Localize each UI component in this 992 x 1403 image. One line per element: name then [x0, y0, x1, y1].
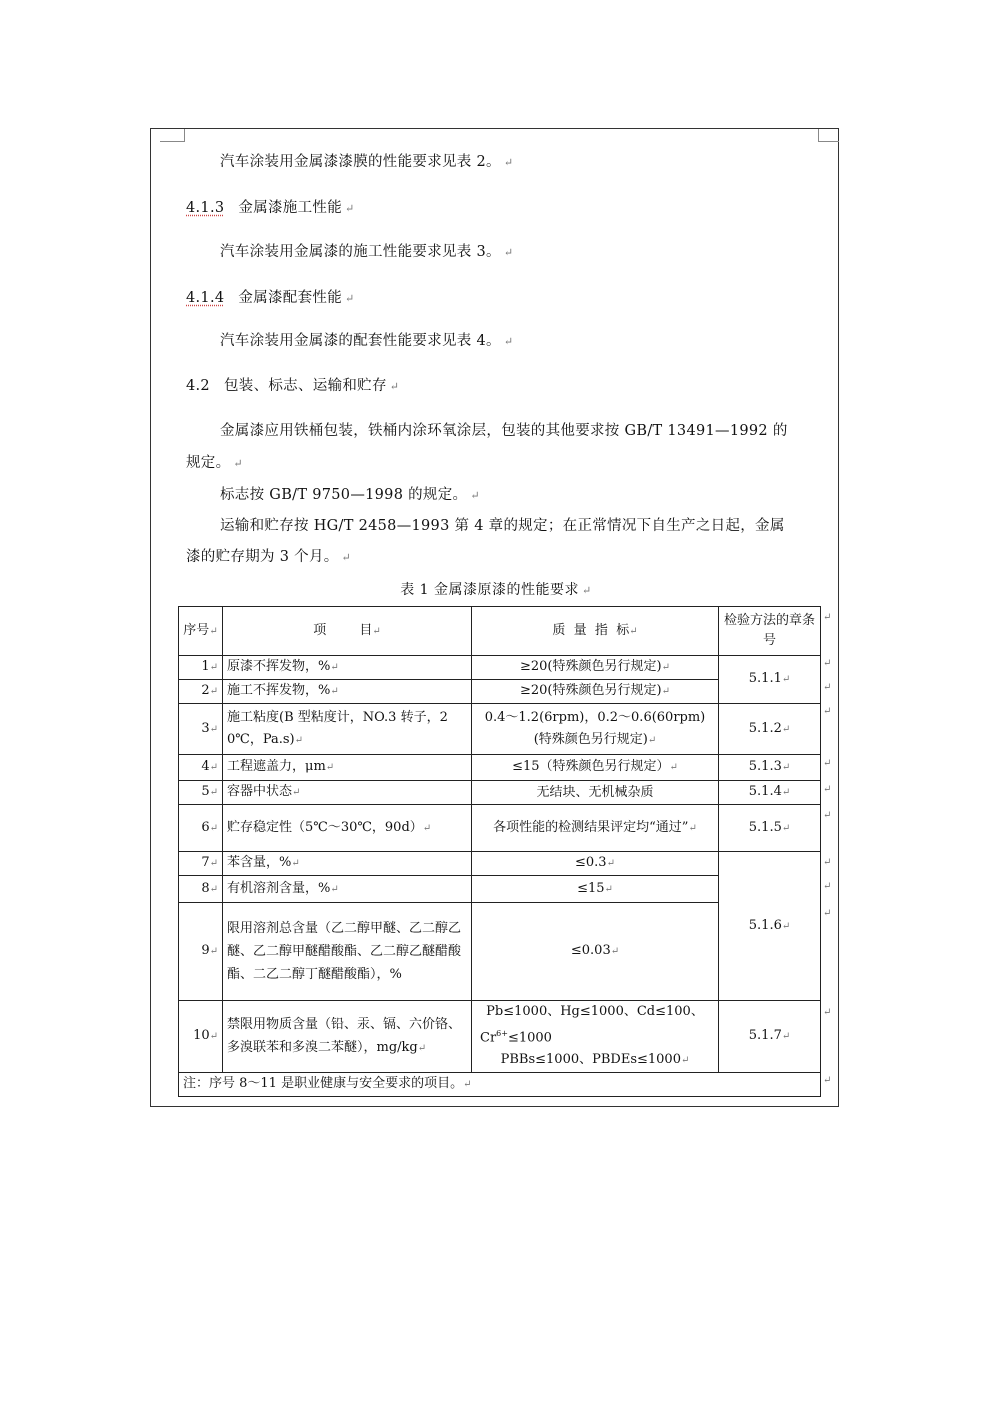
paragraph-text: 标志按 GB/T 9750—1998 的规定。: [220, 487, 468, 503]
row-item: 容器中状态↵: [223, 781, 472, 805]
row-no: 5↵: [179, 781, 223, 805]
row-spec: ≤15（特殊颜色另行规定）↵: [472, 755, 719, 781]
section-title: 包装、标志、运输和贮存: [223, 378, 387, 394]
row-method: 5.1.5↵: [719, 805, 821, 852]
crop-mark-top-left: [160, 129, 185, 142]
row-no: 8↵: [179, 876, 223, 903]
paragraph: [220, 419, 788, 440]
paragraph-mark: ↵: [345, 202, 355, 215]
paragraph-text: 汽车涂装用金属漆的配套性能要求见表 4。: [220, 333, 501, 349]
table-note: 注：序号 8～11 是职业健康与安全要求的项目。↵: [179, 1073, 821, 1097]
row-item: 禁限用物质含量（铅、汞、镉、六价铬、多溴联苯和多溴二苯醚），mg/kg↵: [223, 1001, 472, 1073]
paragraph-mark: ↵: [582, 584, 592, 597]
row-item: 施工粘度(B 型粘度计，NO.3 转子，20℃，Pa.s)↵: [223, 704, 472, 755]
header-spec: 质 量 指 标↵: [472, 607, 719, 656]
row-no: 10↵: [179, 1001, 223, 1073]
row-spec: ≤15↵: [472, 876, 719, 903]
row-end-mark: ↵: [823, 682, 832, 693]
section-title: 金属漆配套性能: [238, 290, 343, 306]
header-no: 序号↵: [179, 607, 223, 656]
row-end-mark: ↵: [823, 810, 832, 821]
paragraph-text: 运输和贮存按 HG/T 2458—1993 第 4 章的规定；在正常情况下自生产之日起，金属: [220, 518, 785, 534]
row-spec: 各项性能的检测结果评定均“通过”↵: [472, 805, 719, 852]
row-method: 5.1.4↵: [719, 781, 821, 805]
paragraph-mark: ↵: [341, 551, 352, 564]
spec-line: $Cr^{6+}\le 1000$: [480, 1029, 552, 1046]
paragraph-mark: ↵: [345, 292, 355, 305]
row-end-mark: ↵: [823, 881, 832, 892]
row-method: 5.1.2↵: [719, 704, 821, 755]
crop-mark-top-right: [818, 129, 839, 142]
row-spec: ≤0.3↵: [472, 852, 719, 876]
paragraph-text: 漆的贮存期为 3 个月。: [186, 549, 339, 565]
paragraph: [220, 329, 513, 350]
paragraph-continued: [186, 451, 243, 472]
row-no: 1↵: [179, 656, 223, 680]
table-row: [179, 704, 821, 755]
paragraph: [220, 150, 513, 171]
row-end-mark: ↵: [823, 612, 832, 623]
row-spec: ≤0.03↵: [472, 903, 719, 1001]
row-method: 5.1.3↵: [719, 755, 821, 781]
row-item: 贮存稳定性（5℃～30℃，90d）↵: [223, 805, 472, 852]
row-item: 原漆不挥发物，%↵: [223, 656, 472, 680]
spec-line: PBBs≤1000、PBDEs≤1000↵: [500, 1052, 690, 1068]
header-item: 项 目↵: [223, 607, 472, 656]
row-spec: [472, 1001, 719, 1073]
table-note-row: [179, 1073, 821, 1097]
paragraph-continued: [186, 545, 351, 566]
paragraph-mark: ↵: [503, 335, 514, 348]
row-method: 5.1.1↵: [719, 656, 821, 704]
table-row: [179, 755, 821, 781]
table-row: [179, 805, 821, 852]
section-number: 4.2: [186, 378, 210, 394]
table-caption: [0, 579, 992, 599]
row-end-mark: ↵: [823, 1075, 832, 1086]
row-item: 限用溶剂总含量（乙二醇甲醚、乙二醇乙醚、乙二醇甲醚醋酸酯、乙二醇乙醚醋酸酯、二乙二醇丁醚醋酸酯），%: [223, 903, 472, 1001]
row-no: 6↵: [179, 805, 223, 852]
row-no: 7↵: [179, 852, 223, 876]
paragraph-mark: ↵: [503, 156, 514, 169]
row-item: 有机溶剂含量，%↵: [223, 876, 472, 903]
paragraph-mark: ↵: [389, 380, 400, 393]
paragraph-mark: ↵: [233, 457, 243, 470]
row-end-mark: ↵: [823, 908, 832, 919]
row-end-mark: ↵: [823, 784, 832, 795]
row-spec: 0.4～1.2(6rpm)，0.2～0.6(60rpm)(特殊颜色另行规定)↵: [472, 704, 719, 755]
row-no: 2↵: [179, 680, 223, 704]
table-row: [179, 1001, 821, 1073]
paragraph: [220, 514, 785, 535]
paragraph-text: 规定。: [186, 455, 231, 471]
spec-line: Pb≤1000、Hg≤1000、Cd≤100、: [486, 1004, 704, 1019]
row-method: 5.1.7↵: [719, 1001, 821, 1073]
section-title: 金属漆施工性能: [238, 200, 343, 216]
row-no: 3↵: [179, 704, 223, 755]
row-end-mark: ↵: [823, 1007, 832, 1018]
paragraph: [220, 483, 480, 504]
section-heading-4-1-3: [186, 196, 355, 217]
row-no: 4↵: [179, 755, 223, 781]
paragraph-mark: ↵: [470, 489, 480, 502]
table-row: [179, 656, 821, 680]
section-heading-4-2: [186, 374, 399, 395]
paragraph-mark: ↵: [503, 246, 514, 259]
row-end-mark: ↵: [823, 658, 832, 669]
performance-requirements-table: [178, 606, 821, 1097]
paragraph-text: 汽车涂装用金属漆的施工性能要求见表 3。: [220, 244, 501, 260]
row-spec: 无结块、无机械杂质: [472, 781, 719, 805]
row-end-mark: ↵: [823, 758, 832, 769]
section-heading-4-1-4: [186, 286, 355, 307]
row-end-mark: ↵: [823, 706, 832, 717]
row-end-mark: ↵: [823, 857, 832, 868]
paragraph-text: 汽车涂装用金属漆漆膜的性能要求见表 2。: [220, 154, 501, 170]
section-number: 4.1.4: [186, 290, 225, 306]
section-number: 4.1.3: [186, 200, 225, 216]
row-item: 工程遮盖力，μm↵: [223, 755, 472, 781]
header-method: 检验方法的章条号: [719, 607, 821, 656]
paragraph-text: 金属漆应用铁桶包装，铁桶内涂环氧涂层，包装的其他要求按 GB/T 13491—1992 的: [220, 423, 788, 439]
row-item: 苯含量，%↵: [223, 852, 472, 876]
table-header-row: [179, 607, 821, 656]
row-spec: ≥20(特殊颜色另行规定)↵: [472, 656, 719, 680]
table-caption-text: 表 1 金属漆原漆的性能要求: [400, 582, 580, 598]
table-row: [179, 781, 821, 805]
row-no: 9↵: [179, 903, 223, 1001]
row-method: 5.1.6↵: [719, 852, 821, 1001]
table-row: [179, 852, 821, 876]
paragraph: [220, 240, 513, 261]
row-item: 施工不挥发物，%↵: [223, 680, 472, 704]
row-spec: ≥20(特殊颜色另行规定)↵: [472, 680, 719, 704]
